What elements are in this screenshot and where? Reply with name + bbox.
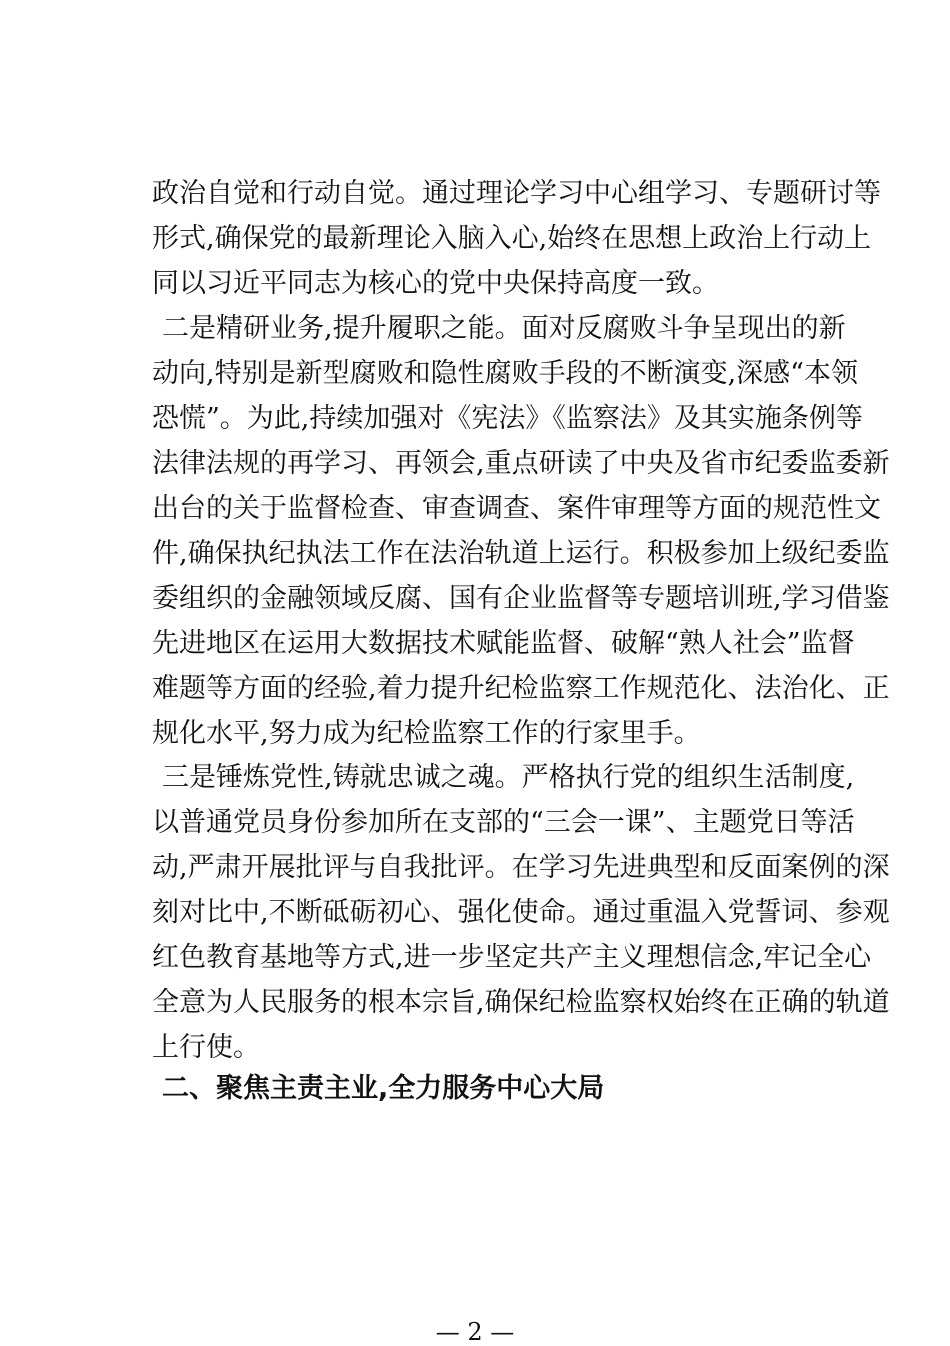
- text-line: 恐慌”。为此,持续加强对《宪法》《监察法》及其实施条例等: [152, 403, 863, 434]
- text-line: 政治自觉和行动自觉。通过理论学习中心组学习、专题研讨等: [152, 178, 881, 209]
- text-line: 红色教育基地等方式,进一步坚定共产主义理想信念,牢记全心: [152, 942, 872, 973]
- text-line: 先进地区在运用大数据技术赋能监督、破解“熟人社会”监督: [152, 628, 855, 659]
- text-line: 规化水平,努力成为纪检监察工作的行家里手。: [152, 718, 701, 749]
- paragraph-start-line: 三是锤炼党性,铸就忠诚之魂。严格执行党的组织生活制度,: [162, 762, 855, 793]
- text-line: 刻对比中,不断砥砺初心、强化使命。通过重温入党誓词、参观: [152, 897, 890, 928]
- text-line: 委组织的金融领域反腐、国有企业监督等专题培训班,学习借鉴: [152, 583, 890, 614]
- text-line: 件,确保执纪执法工作在法治轨道上运行。积极参加上级纪委监: [152, 538, 890, 569]
- text-line: 上行使。: [152, 1032, 260, 1063]
- text-line: 动,严肃开展批评与自我批评。在学习先进典型和反面案例的深: [152, 852, 890, 883]
- paragraph-start-line: 二是精研业务,提升履职之能。面对反腐败斗争呈现出的新: [162, 313, 846, 344]
- section-heading: 二、聚焦主责主业,全力服务中心大局: [162, 1073, 605, 1104]
- page-number: — 2 —: [435, 1318, 515, 1346]
- text-line: 出台的关于监督检查、审查调查、案件审理等方面的规范性文: [152, 493, 881, 524]
- text-line: 难题等方面的经验,着力提升纪检监察工作规范化、法治化、正: [152, 673, 890, 704]
- text-line: 法律法规的再学习、再领会,重点研读了中央及省市纪委监委新: [152, 448, 890, 479]
- text-line: 形式,确保党的最新理论入脑入心,始终在思想上政治上行动上: [152, 223, 872, 254]
- text-line: 全意为人民服务的根本宗旨,确保纪检监察权始终在正确的轨道: [152, 987, 890, 1018]
- text-line: 同以习近平同志为核心的党中央保持高度一致。: [152, 268, 719, 299]
- text-line: 动向,特别是新型腐败和隐性腐败手段的不断演变,深感“本领: [152, 358, 858, 389]
- text-line: 以普通党员身份参加所在支部的“三会一课”、主题党日等活: [152, 807, 855, 838]
